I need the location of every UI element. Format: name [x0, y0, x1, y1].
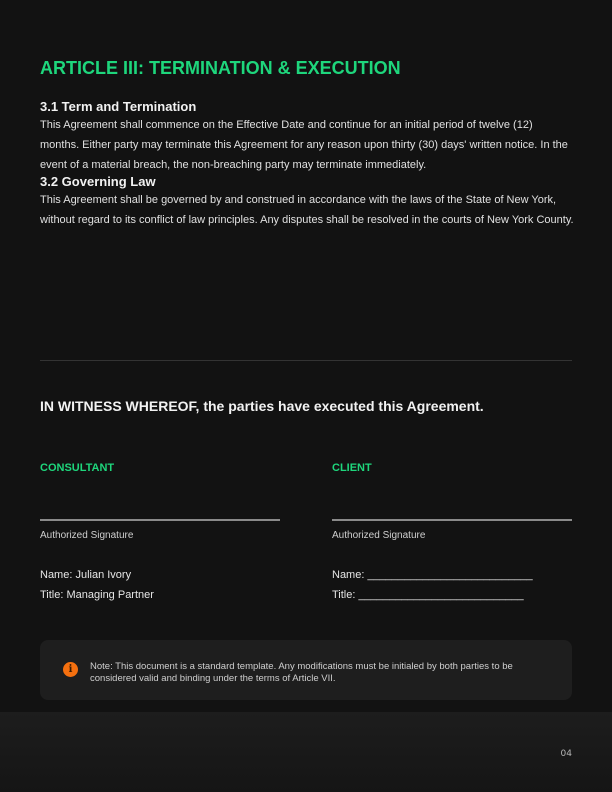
section-heading: 3.1 Term and Termination: [40, 99, 197, 114]
signatory-title: Title: Managing Partner: [40, 589, 154, 601]
info-icon: i: [63, 662, 78, 677]
section-term-and-termination: [40, 99, 574, 175]
page-footer: [0, 712, 612, 792]
signatory-name: Name: Julian Ivory: [40, 569, 132, 581]
signatory-name-field[interactable]: Name: ___________________________: [332, 569, 533, 581]
signature-line[interactable]: [332, 519, 572, 521]
witness-statement: IN WITNESS WHEREOF, the parties have executed this Agreement.: [40, 398, 484, 414]
page-number: 04: [560, 749, 572, 759]
note-text: Note: This document is a standard template. Any modifications must be initialed by both parties to be considered valid and binding under the terms of Article VII.: [90, 661, 513, 684]
party-label: CONSULTANT: [40, 462, 115, 474]
section-governing-law: [40, 174, 574, 230]
article-title: ARTICLE III: TERMINATION & EXECUTION: [40, 58, 401, 78]
signature-caption: Authorized Signature: [40, 530, 134, 541]
signature-block-client: [332, 460, 572, 605]
template-note-callout: [40, 640, 572, 700]
signature-caption: Authorized Signature: [332, 530, 426, 541]
signature-line[interactable]: [40, 519, 280, 521]
party-label: CLIENT: [332, 462, 372, 474]
section-body: This Agreement shall be governed by and construed in accordance with the laws of the State of New York, without regard to its conflict of law principles. Any disputes shall be resolved in the courts of New York County.: [40, 194, 574, 226]
section-heading: 3.2 Governing Law: [40, 174, 156, 189]
section-body: This Agreement shall commence on the Effective Date and continue for an initial period of twelve (12) months. Either party may terminate this Agreement for any reason upon thirty (30) days' written notice. In the event of a material breach, the non-breaching party may terminate immediately.: [40, 119, 568, 171]
signature-block-consultant: [40, 460, 280, 605]
signatory-title-field[interactable]: Title: ___________________________: [332, 589, 524, 601]
section-divider: [40, 360, 572, 361]
